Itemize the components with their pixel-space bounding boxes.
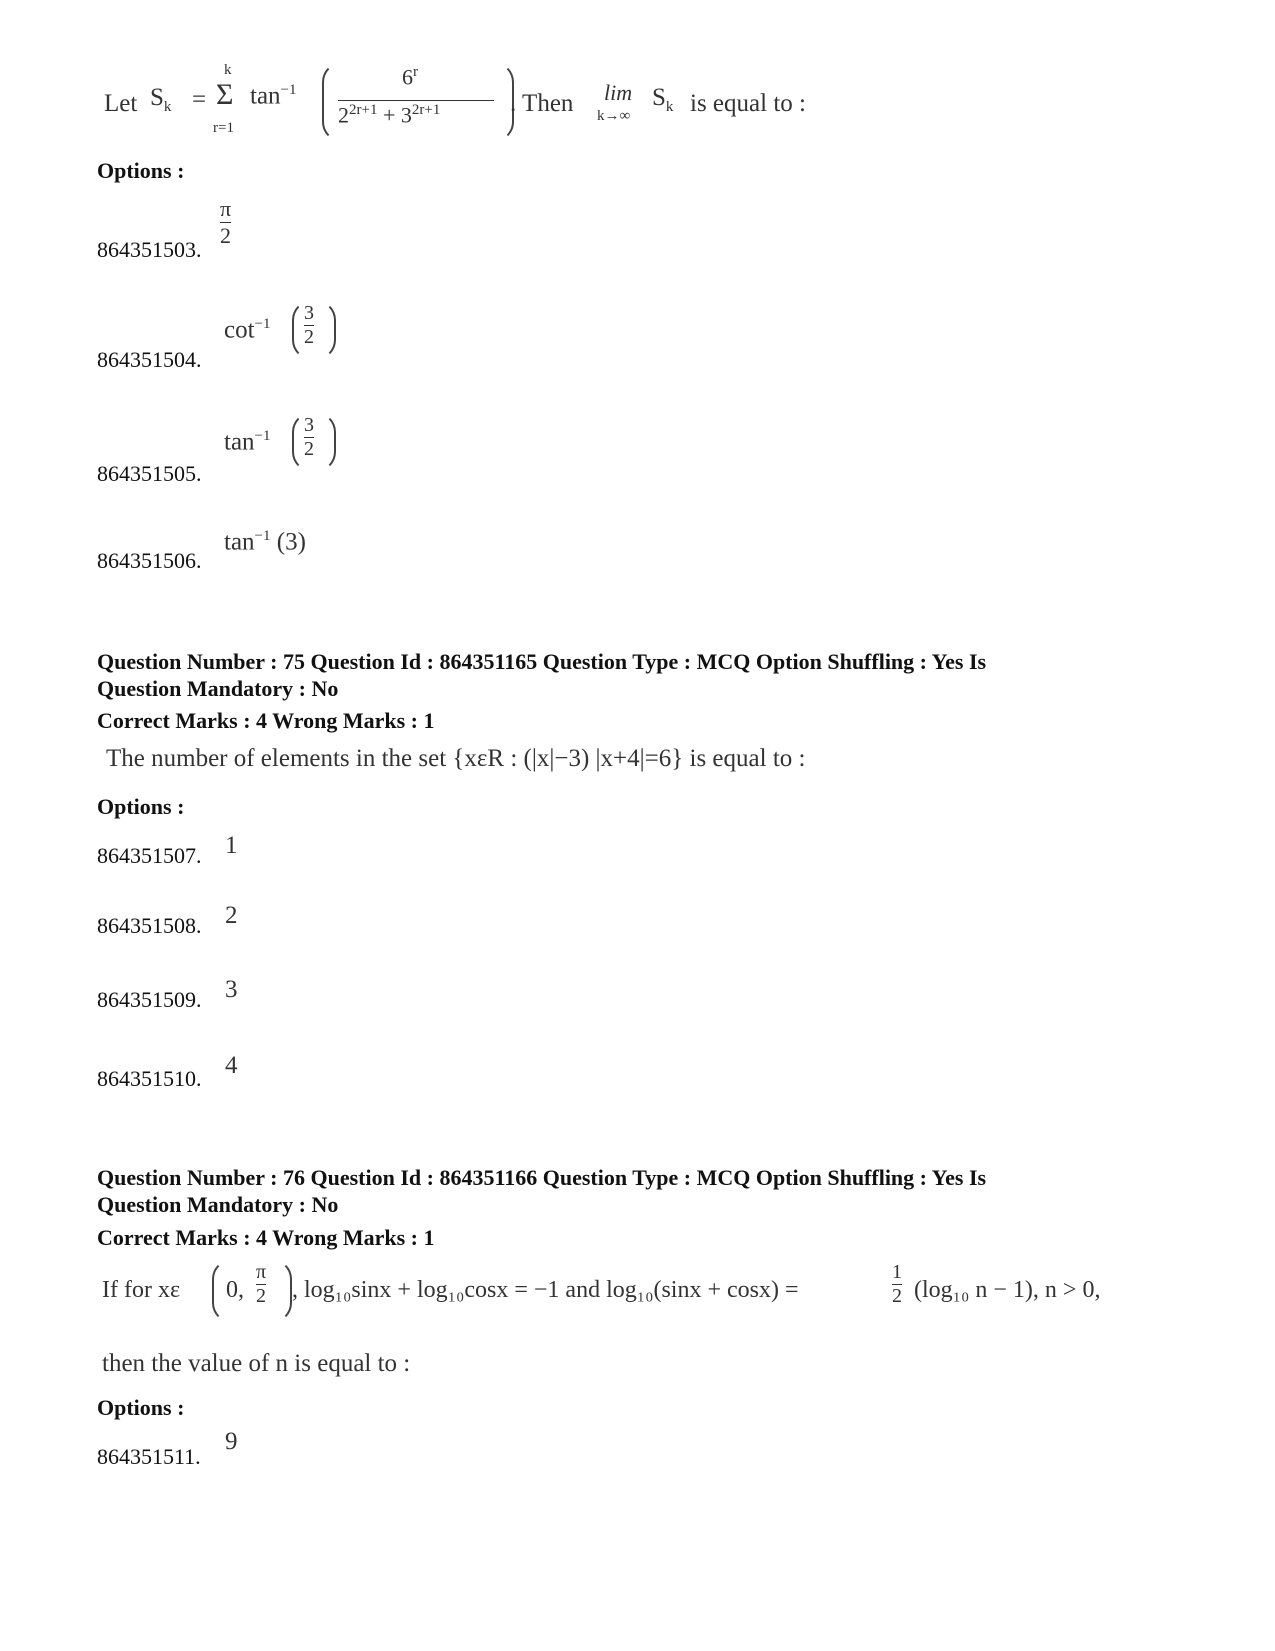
q75-option-2-value[interactable]: 2 bbox=[225, 902, 238, 929]
cot-fn: $\cot^{-1}$ bbox=[224, 316, 271, 344]
q74-frac-bar bbox=[338, 100, 494, 101]
q76-interval-paren bbox=[212, 1259, 292, 1323]
q76-half: $\frac{1}{2}$ bbox=[892, 1261, 902, 1307]
q74-then: . Then bbox=[510, 90, 574, 117]
q75-header-line2: Question Mandatory : No bbox=[97, 676, 339, 701]
tan-paren bbox=[292, 412, 336, 472]
tan-fn: $\tan^{-1}$ bbox=[224, 428, 271, 456]
q76-marks: Correct Marks : 4 Wrong Marks : 1 bbox=[97, 1225, 435, 1250]
q74-option-4-value[interactable]: $\tan^{-1} (3)$ bbox=[224, 528, 306, 556]
three-halves-2: $\frac{3}{2}$ bbox=[304, 414, 314, 460]
q76-header-line2: Question Mandatory : No bbox=[97, 1192, 339, 1217]
q74-stem bbox=[100, 58, 860, 148]
q74-eq: = bbox=[192, 86, 207, 113]
pi-over-2: $\frac{\pi}{2}$ bbox=[220, 196, 232, 248]
cot-paren bbox=[292, 300, 336, 360]
three-halves: $\frac{3}{2}$ bbox=[304, 302, 314, 348]
q75-option-3-value[interactable]: 3 bbox=[225, 976, 238, 1003]
q76-stem-line2: then the value of n is equal to : bbox=[102, 1350, 411, 1377]
q76-stem-c: (log₁₀ n − 1), n > 0, bbox=[914, 1277, 1101, 1303]
q76-interval-end: $\frac{\pi}{2}$ bbox=[256, 1261, 267, 1307]
q74-frac-den: $2^{2r+1} + 3^{2r+1}$ bbox=[338, 102, 441, 128]
q75-stem: The number of elements in the set {xεR : (|x|−3) |x+4|=6} is equal to : bbox=[106, 745, 806, 772]
q75-options-label: Options : bbox=[97, 794, 185, 819]
q76-option-1-value[interactable]: 9 bbox=[225, 1428, 238, 1455]
q74-lim-sub: k→∞ bbox=[597, 108, 631, 124]
q75-option-4-id: 864351510. bbox=[97, 1066, 202, 1091]
q74-sk2: $S_k$ bbox=[652, 84, 674, 115]
q76-interval-start: 0, bbox=[226, 1277, 244, 1303]
q75-marks: Correct Marks : 4 Wrong Marks : 1 bbox=[97, 708, 435, 733]
q74-option-2-id: 864351504. bbox=[97, 347, 202, 372]
q74-sum-bottom: r=1 bbox=[213, 120, 234, 136]
q76-options-label: Options : bbox=[97, 1395, 185, 1420]
q74-lim: lim bbox=[604, 80, 633, 105]
q74-frac-num: 6$^r$ bbox=[402, 64, 418, 90]
q75-option-3-id: 864351509. bbox=[97, 987, 202, 1012]
q74-tan: $\tan^{-1}$ bbox=[250, 82, 297, 110]
q74-option-1-value[interactable] bbox=[220, 196, 231, 249]
q76-header-line1: Question Number : 76 Question Id : 864351166 Question Type : MCQ Option Shuffling : Yes Is bbox=[97, 1165, 987, 1190]
q76-option-1-id: 864351511. bbox=[97, 1444, 201, 1469]
q74-sk: $S_k$ bbox=[150, 84, 172, 115]
q74-option-3-id: 864351505. bbox=[97, 461, 202, 486]
q75-option-2-id: 864351508. bbox=[97, 913, 202, 938]
q76-stem bbox=[102, 1255, 1162, 1331]
q74-sum-sigma: Σ bbox=[216, 78, 234, 111]
q76-stem-a: If for xε bbox=[102, 1277, 181, 1303]
q74-sum-top: k bbox=[224, 62, 232, 78]
q75-option-1-value[interactable]: 1 bbox=[225, 832, 238, 859]
q75-header-line1: Question Number : 75 Question Id : 864351165 Question Type : MCQ Option Shuffling : Yes Is bbox=[97, 649, 987, 674]
q75-option-4-value[interactable]: 4 bbox=[225, 1052, 238, 1079]
q74-options-label: Options : bbox=[97, 158, 185, 183]
q74-option-4-id: 864351506. bbox=[97, 548, 202, 573]
q74-option-1-id: 864351503. bbox=[97, 237, 202, 262]
q74-let: Let bbox=[104, 90, 138, 117]
q75-option-1-id: 864351507. bbox=[97, 843, 202, 868]
q76-stem-b: , log₁₀sinx + log₁₀cosx = −1 and log₁₀(sinx + cosx) = bbox=[292, 1277, 799, 1303]
q74-end: is equal to : bbox=[690, 90, 806, 117]
